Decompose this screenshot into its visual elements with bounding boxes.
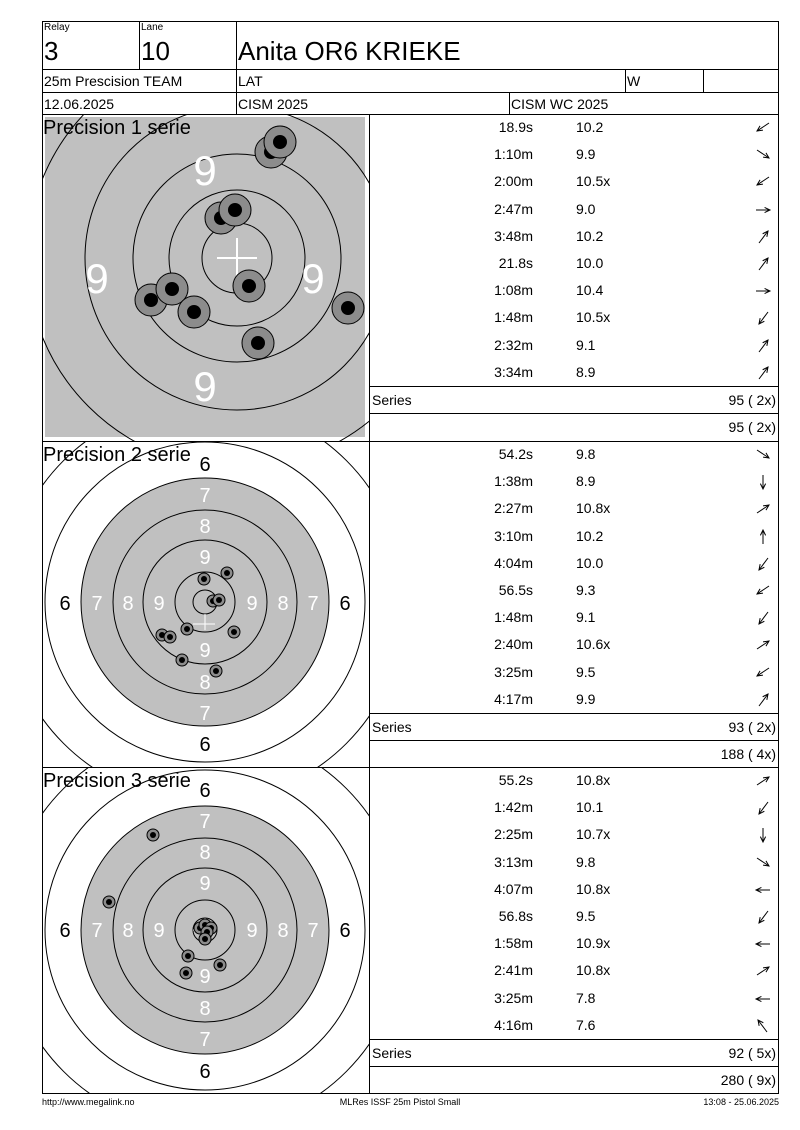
shot-time: 2:41m [494, 962, 533, 979]
shot-row [370, 442, 778, 469]
gender-code: W [627, 73, 641, 89]
shot-direction-arrow-icon [754, 500, 772, 518]
shot-hole [182, 950, 194, 962]
ring-number: 8 [122, 593, 134, 615]
series-block-3 [42, 768, 779, 1094]
lane-value: 10 [141, 36, 170, 66]
ring-number: 7 [199, 811, 211, 833]
shot-score: 10.8x [576, 772, 611, 788]
shot-hole [176, 654, 188, 666]
shot-score: 9.3 [576, 582, 596, 598]
cumulative-total-row [370, 740, 778, 768]
shot-hole [198, 573, 210, 585]
series-label: Series [372, 392, 412, 408]
ring-number: 8 [199, 516, 211, 538]
ring-number: 9 [153, 920, 165, 942]
shot-direction-arrow-icon [754, 799, 772, 817]
shot-score: 9.1 [576, 336, 596, 353]
ring-number: 8 [199, 998, 211, 1020]
shot-row [370, 551, 778, 578]
cumulative-total-row [370, 1066, 778, 1094]
shot-row [370, 224, 778, 251]
shot-time: 1:10m [494, 146, 533, 163]
shot-row [370, 660, 778, 687]
series-title: Precision 3 serie [43, 770, 191, 792]
shot-time: 54.2s [498, 446, 533, 462]
shot-hole [210, 665, 222, 677]
series-total: 92 ( 5x) [728, 1045, 776, 1061]
ring-number: 6 [199, 780, 211, 802]
shot-row [370, 877, 778, 904]
shot-direction-arrow-icon [754, 146, 772, 164]
shot-row [370, 469, 778, 496]
shot-hole [242, 327, 274, 359]
shot-score: 10.8x [576, 880, 611, 897]
shot-direction-arrow-icon [754, 201, 772, 219]
shot-hole [228, 626, 240, 638]
shot-row [370, 931, 778, 958]
shot-score: 10.2 [576, 527, 604, 544]
ring-number: 9 [199, 547, 211, 569]
shot-row [370, 169, 778, 196]
shot-direction-arrow-icon [754, 908, 772, 926]
shot-time: 1:38m [494, 473, 533, 490]
shot-score: 10.7x [576, 826, 611, 843]
target-image [43, 442, 369, 767]
shot-time: 3:13m [494, 853, 533, 870]
shooter-name: Anita OR6 KRIEKE [238, 36, 461, 66]
shot-time: 2:00m [494, 173, 533, 190]
shot-row [370, 958, 778, 985]
target-image [43, 115, 369, 441]
footer-url: http://www.megalink.no [42, 1097, 135, 1107]
shot-time: 1:48m [494, 609, 533, 626]
relay-value: 3 [44, 36, 59, 66]
shot-score: 10.2 [576, 119, 604, 135]
ring-number: 7 [307, 593, 319, 615]
cumulative-total: 280 ( 9x) [720, 1072, 776, 1088]
shot-score: 9.9 [576, 146, 596, 163]
shot-row [370, 305, 778, 332]
shot-row [370, 632, 778, 659]
shot-direction-arrow-icon [754, 772, 772, 790]
ring-number: 6 [59, 920, 71, 942]
shot-list [369, 115, 778, 441]
shot-row [370, 251, 778, 278]
ring-number: 6 [339, 920, 351, 942]
shot-row [370, 605, 778, 632]
ring-number: 9 [193, 363, 217, 410]
shot-score: 10.5x [576, 173, 611, 190]
shot-time: 2:47m [494, 200, 533, 217]
shot-time: 3:10m [494, 527, 533, 544]
shot-hole [332, 292, 364, 324]
series-total-row [370, 386, 778, 414]
ring-number: 6 [199, 454, 211, 476]
shot-score: 9.9 [576, 690, 596, 707]
shot-hole [178, 296, 210, 328]
ring-number: 7 [307, 920, 319, 942]
shot-time: 1:08m [494, 282, 533, 299]
match-name: CISM WC 2025 [511, 96, 609, 112]
shot-direction-arrow-icon [754, 990, 772, 1008]
shot-list [369, 442, 778, 767]
ring-number: 7 [199, 485, 211, 507]
shot-direction-arrow-icon [754, 691, 772, 709]
shot-score: 9.0 [576, 200, 596, 217]
ring-number: 9 [193, 147, 217, 194]
shot-time: 3:34m [494, 363, 533, 380]
shot-direction-arrow-icon [754, 962, 772, 980]
shot-row [370, 822, 778, 849]
shot-direction-arrow-icon [754, 228, 772, 246]
shot-time: 56.8s [498, 908, 533, 924]
shot-time: 3:48m [494, 227, 533, 244]
shot-score: 10.4 [576, 282, 604, 299]
shot-score: 9.1 [576, 609, 596, 626]
target-zoomed [43, 115, 369, 441]
ring-number: 8 [277, 920, 289, 942]
shot-time: 4:04m [494, 554, 533, 571]
shot-score: 9.8 [576, 853, 596, 870]
series-total: 95 ( 2x) [728, 392, 776, 408]
target-full [43, 442, 369, 767]
shot-score: 9.8 [576, 446, 596, 462]
shot-list [369, 768, 778, 1093]
series-total-row [370, 1039, 778, 1067]
cumulative-total: 95 ( 2x) [728, 419, 776, 435]
shot-score: 10.0 [576, 554, 604, 571]
shot-row [370, 850, 778, 877]
shot-score: 10.5x [576, 309, 611, 326]
shot-hole [233, 270, 265, 302]
competition-name: CISM 2025 [238, 96, 309, 112]
shot-score: 10.2 [576, 227, 604, 244]
shot-time: 55.2s [498, 772, 533, 788]
shot-direction-arrow-icon [754, 664, 772, 682]
shot-row [370, 360, 778, 387]
shot-score: 7.6 [576, 1016, 596, 1033]
shot-time: 2:27m [494, 500, 533, 517]
shot-time: 2:25m [494, 826, 533, 843]
shot-score: 10.8x [576, 962, 611, 979]
ring-number: 7 [199, 703, 211, 725]
shot-score: 10.9x [576, 935, 611, 952]
ring-number: 9 [199, 966, 211, 988]
shot-row [370, 1013, 778, 1040]
shot-hole [164, 631, 176, 643]
shot-time: 1:58m [494, 935, 533, 952]
shot-time: 1:42m [494, 799, 533, 816]
shot-hole [181, 623, 193, 635]
shot-direction-arrow-icon [754, 826, 772, 844]
shot-row [370, 578, 778, 605]
ring-number: 9 [199, 873, 211, 895]
ring-number: 8 [199, 842, 211, 864]
shot-time: 4:07m [494, 880, 533, 897]
shot-hole [147, 829, 159, 841]
series-label: Series [372, 719, 412, 735]
ring-number: 7 [91, 920, 103, 942]
ring-number: 9 [246, 920, 258, 942]
shot-time: 18.9s [498, 119, 533, 135]
shot-row [370, 986, 778, 1013]
ring-number: 6 [199, 1061, 211, 1083]
shot-direction-arrow-icon [754, 555, 772, 573]
shot-score: 10.0 [576, 255, 604, 271]
cumulative-total: 188 ( 4x) [720, 746, 776, 762]
shot-direction-arrow-icon [754, 881, 772, 899]
shot-row [370, 496, 778, 523]
shot-time: 2:40m [494, 636, 533, 653]
target-image [43, 768, 369, 1093]
shot-row [370, 524, 778, 551]
shot-direction-arrow-icon [754, 173, 772, 191]
shot-direction-arrow-icon [754, 309, 772, 327]
series-label: Series [372, 1045, 412, 1061]
ring-number: 9 [199, 640, 211, 662]
relay-label: Relay [44, 22, 70, 33]
shot-direction-arrow-icon [754, 364, 772, 382]
ring-number: 6 [59, 593, 71, 615]
shot-hole [199, 933, 211, 945]
shot-row [370, 768, 778, 795]
ring-number: 9 [301, 255, 325, 302]
shot-row [370, 904, 778, 931]
shot-time: 4:17m [494, 690, 533, 707]
ring-number: 9 [153, 593, 165, 615]
shot-direction-arrow-icon [754, 282, 772, 300]
shot-direction-arrow-icon [754, 337, 772, 355]
shot-direction-arrow-icon [754, 854, 772, 872]
shot-direction-arrow-icon [754, 528, 772, 546]
shot-score: 8.9 [576, 363, 596, 380]
shot-direction-arrow-icon [754, 446, 772, 464]
shot-time: 3:25m [494, 663, 533, 680]
shot-row [370, 687, 778, 714]
footer-timestamp: 13:08 - 25.06.2025 [703, 1097, 779, 1107]
series-title: Precision 2 serie [43, 444, 191, 466]
shot-hole [103, 896, 115, 908]
shot-direction-arrow-icon [754, 609, 772, 627]
ring-number: 7 [199, 1029, 211, 1051]
target-full [43, 768, 369, 1093]
ring-number: 8 [199, 672, 211, 694]
series-total: 93 ( 2x) [728, 719, 776, 735]
series-total-row [370, 713, 778, 741]
ring-number: 7 [91, 593, 103, 615]
ring-number: 8 [277, 593, 289, 615]
ring-number: 8 [122, 920, 134, 942]
shot-direction-arrow-icon [754, 255, 772, 273]
shot-time: 3:25m [494, 989, 533, 1006]
shot-time: 4:16m [494, 1016, 533, 1033]
result-header [42, 21, 779, 115]
shot-direction-arrow-icon [754, 473, 772, 491]
nation-code: LAT [238, 73, 263, 89]
date: 12.06.2025 [44, 96, 115, 112]
cumulative-total-row [370, 413, 778, 441]
shot-hole [180, 967, 192, 979]
shot-score: 10.8x [576, 500, 611, 517]
shot-hole [213, 594, 225, 606]
shot-time: 2:32m [494, 336, 533, 353]
shot-row [370, 795, 778, 822]
shot-time: 56.5s [498, 582, 533, 598]
shot-hole [219, 194, 251, 226]
shot-hole [221, 567, 233, 579]
ring-number: 9 [85, 255, 109, 302]
shot-row [370, 278, 778, 305]
shot-row [370, 197, 778, 224]
shot-time: 1:48m [494, 309, 533, 326]
shot-score: 10.1 [576, 799, 604, 816]
shot-row [370, 333, 778, 360]
shot-score: 9.5 [576, 908, 596, 924]
shot-row [370, 115, 778, 142]
shot-score: 8.9 [576, 473, 596, 490]
footer-software: MLRes ISSF 25m Pistol Small [339, 1097, 461, 1107]
series-block-2 [42, 442, 779, 768]
event-name: 25m Prescision TEAM [44, 73, 183, 89]
shot-score: 10.6x [576, 636, 611, 653]
shot-row [370, 142, 778, 169]
ring-number: 6 [199, 734, 211, 756]
shot-hole [214, 959, 226, 971]
shot-score: 7.8 [576, 989, 596, 1006]
shot-time: 21.8s [498, 255, 533, 271]
shot-direction-arrow-icon [754, 119, 772, 137]
ring-number: 6 [339, 593, 351, 615]
lane-label: Lane [141, 22, 164, 33]
series-title: Precision 1 serie [43, 117, 191, 139]
ring-number: 9 [246, 593, 258, 615]
shot-direction-arrow-icon [754, 582, 772, 600]
shot-direction-arrow-icon [754, 1017, 772, 1035]
shot-direction-arrow-icon [754, 935, 772, 953]
series-block-1 [42, 115, 779, 442]
shot-score: 9.5 [576, 663, 596, 680]
shot-direction-arrow-icon [754, 636, 772, 654]
shot-hole [264, 126, 296, 158]
